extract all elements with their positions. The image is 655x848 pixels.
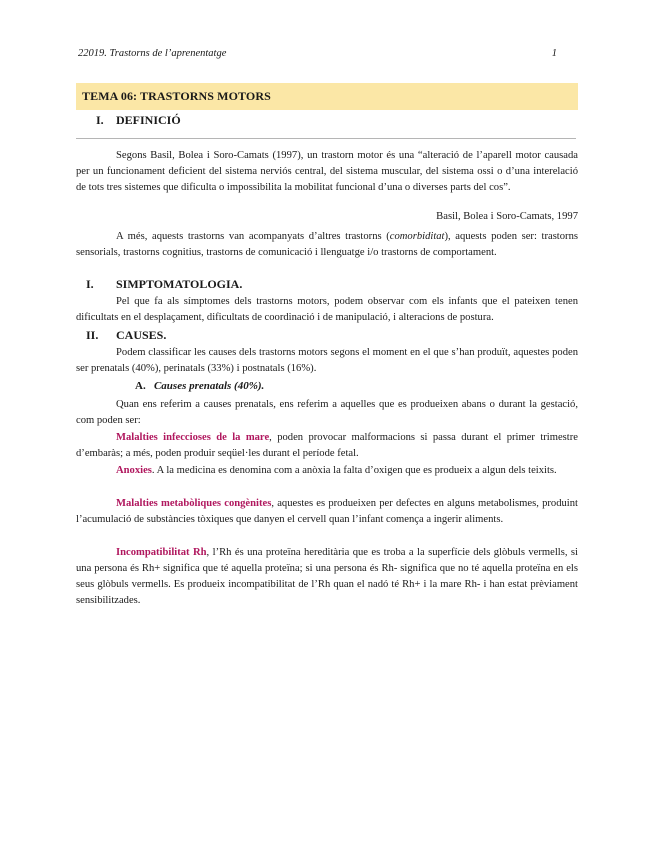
topic-banner <box>76 83 578 110</box>
page-header <box>78 48 555 59</box>
term-highlight: Malalties infeccioses de la mare <box>116 432 270 443</box>
paragraph-metabolic <box>76 496 578 528</box>
paragraph-definition: Segons Basil, Bolea i Soro-Camats (1997), un trastorn motor és una “alteració de l’aparell motor causada per un funcionament deficient del sistema nerviós central, del sistema muscular, del sistema ossi o d’una interelació de tots tres sistemes que dificulta o impossibilita la mobilitat funcional d’una o diverses parts del cos”. <box>76 150 578 193</box>
topic-title: TEMA 06: TRASTORNS MOTORS <box>82 89 271 103</box>
section-title: SIMPTOMATOLOGIA. <box>116 277 243 291</box>
citation: Basil, Bolea i Soro-Camats, 1997 <box>436 211 578 222</box>
text-run: , aquestes es produeixen per defectes en alguns metabolismes, produint l’acumulació de substàncies tòxiques que danyen el cervell quan l’infant comença a ingerir aliments. <box>76 498 578 525</box>
text-run: ), aquests poden ser: trastorns sensorials, trastorns cognitius, trastorns de comunicació i llenguatge i/o trastorns de comportament. <box>76 231 578 258</box>
paragraph-rh <box>76 545 578 609</box>
text-run: . A la medicina es denomina com a anòxia la falta d’oxigen que es produeix a algun dels teixits. <box>151 465 557 476</box>
section-title: DEFINICIÓ <box>116 113 181 127</box>
term-highlight: Anoxies <box>116 465 152 476</box>
term-highlight: Malalties metabòliques congènites <box>116 498 272 509</box>
section-number: I. <box>86 277 94 291</box>
paragraph-anoxia <box>76 463 578 479</box>
paragraph-causes: Podem classificar les causes dels trastorns motors segons el moment en el que s’han produït, aquestes poden ser prenatals (40%), perinatals (33%) i postnatals (16%). <box>76 347 578 374</box>
divider <box>76 138 576 139</box>
paragraph-symptoms: Pel que fa als símptomes dels trastorns motors, podem observar com els infants que el pateixen tenen dificultats en el desplaçament, dificultats de coordinació i de manipulació, i alteracions de postura. <box>76 296 578 323</box>
section-number: II. <box>86 328 99 342</box>
text-run: , l’Rh és una proteïna hereditària que es troba a la superfície dels glòbuls vermells, si una persona és Rh+ significa que té aquella proteïna; si una persona és Rh- significa que no té aquella proteïna en els seus glòbuls vermells. Es produeix incompatibilitat de l’Rh quan el nadó té Rh+ i la mare Rh- i han estat prèviament sensibilitzades. <box>76 547 579 606</box>
paragraph-infections <box>76 430 578 462</box>
section-title: CAUSES. <box>116 328 167 342</box>
text-run: A més, aquests trastorns van acompanyats d’altres trastorns ( <box>116 231 390 242</box>
emphasis: comorbiditat <box>389 231 445 242</box>
page-number: 1 <box>551 48 557 59</box>
subsection-prenatal <box>135 380 264 392</box>
term-highlight: Incompatibilitat Rh <box>116 547 207 558</box>
paragraph-comorbidity <box>76 229 578 261</box>
text-run: , poden provocar malformacions si passa durant el primer trimestre d’embaràs; a més, poden produir seqüel·les durant el període fetal. <box>76 432 578 459</box>
subsection-title: Causes prenatals (40%). <box>153 380 265 392</box>
section-number: I. <box>96 113 104 127</box>
paragraph-prenatal-intro: Quan ens referim a causes prenatals, ens referim a aquelles que es produeixen abans o durant la gestació, com poden ser: <box>76 399 578 426</box>
subsection-number: A. <box>135 380 146 392</box>
course-title: 22019. Trastorns de l’aprenentatge <box>78 48 227 59</box>
